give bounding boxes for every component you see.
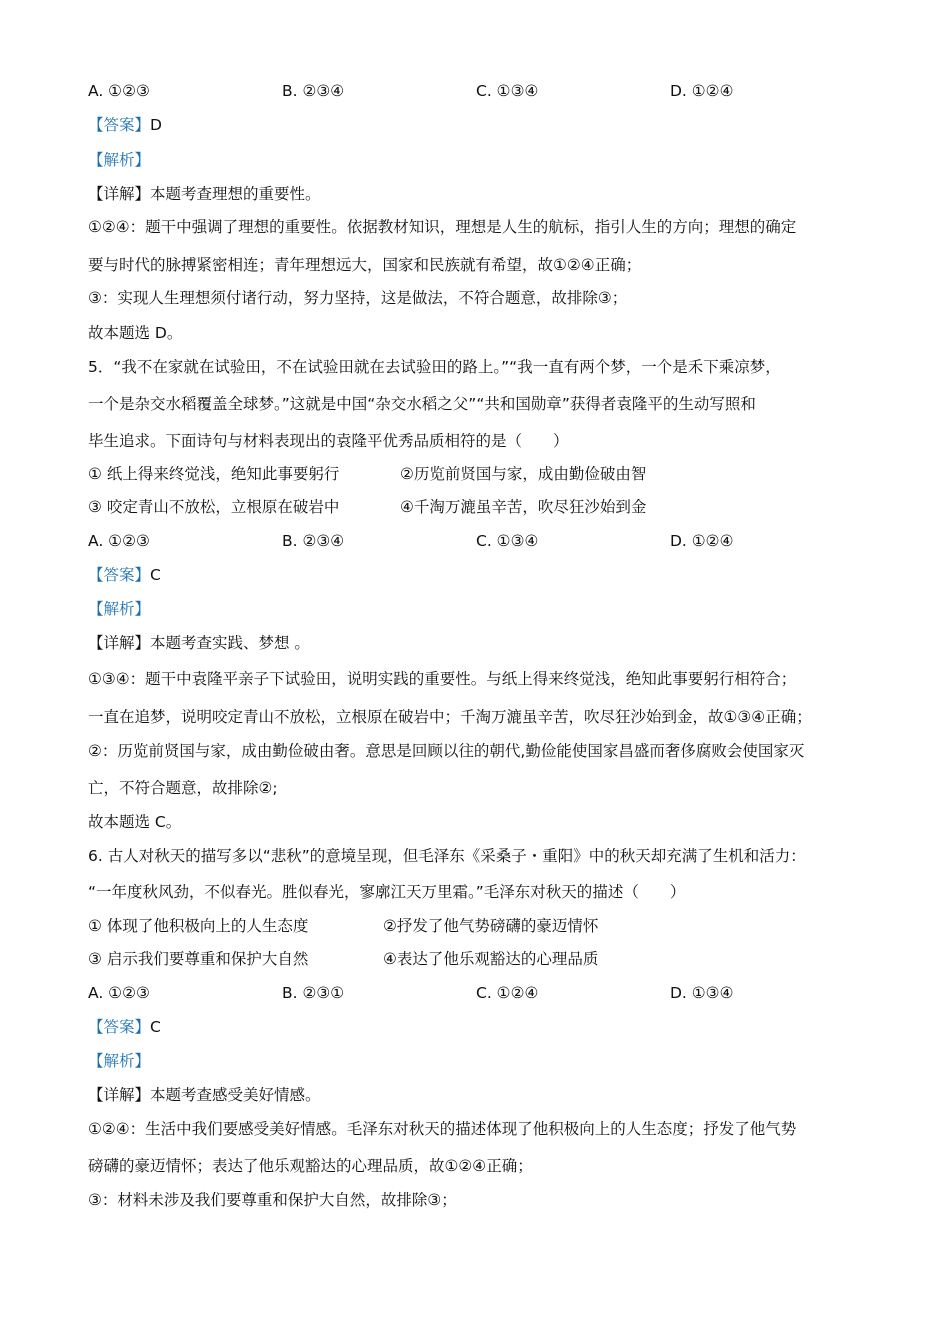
- q6-option-a: A. ①②③: [88, 984, 150, 1002]
- q6-explanation-1b: 磅礴的豪迈情怀；表达了他乐观豁达的心理品质，故①②④正确；: [88, 1157, 533, 1175]
- q6-option-d: D. ①③④: [670, 984, 734, 1002]
- q5-explanation-1b: 一直在追梦，说明咬定青山不放松，立根原在破岩中；千淘万漉虽辛苦，吹尽狂沙始到金，故①③④正确；: [88, 708, 812, 726]
- q5-option-b: B. ②③④: [282, 532, 345, 550]
- q5-explanation-2b: 亡，不符合题意，故排除②;: [88, 779, 278, 797]
- q5-option-d: D. ①②④: [670, 532, 734, 550]
- q5-item-1: ① 纸上得来终觉浅，绝知此事要躬行: [88, 465, 340, 483]
- q5-explanation-2a: ②：历览前贤国与家，成由勤俭破由奢。意思是回顾以往的朝代,勤俭能使国家昌盛而奢侈腐败会使国家灭: [88, 742, 805, 760]
- q5-explanation-1a: ①③④：题干中袁隆平亲子下试验田，说明实践的重要性。与纸上得来终觉浅，绝知此事要躬行相符合；: [88, 670, 797, 688]
- q4-option-a: A. ①②③: [88, 82, 150, 100]
- q5-option-a: A. ①②③: [88, 532, 150, 550]
- answer-value: C: [150, 566, 161, 584]
- q5-analysis-tag: 【解析】: [88, 600, 151, 618]
- q4-option-d: D. ①②④: [670, 82, 734, 100]
- q5-item-3: ③ 咬定青山不放松，立根原在破岩中: [88, 498, 340, 516]
- answer-value: D: [150, 116, 162, 134]
- q4-explanation-2: ③：实现人生理想须付诸行动，努力坚持，这是做法，不符合题意，故排除③；: [88, 289, 628, 307]
- q5-answer: [88, 565, 161, 585]
- q6-answer: [88, 1017, 161, 1037]
- q6-analysis-tag: 【解析】: [88, 1052, 151, 1070]
- q6-item-2: ②抒发了他气势磅礴的豪迈情怀: [383, 917, 599, 935]
- q6-stem-1: 6. 古人对秋天的描写多以“悲秋”的意境呈现，但毛泽东《采桑子・重阳》中的秋天却充满了生机和活力：: [88, 847, 806, 865]
- q6-item-4: ④表达了他乐观豁达的心理品质: [383, 950, 599, 968]
- q4-conclusion: 故本题选 D。: [88, 324, 183, 342]
- q4-option-c: C. ①③④: [476, 82, 539, 100]
- q6-item-3: ③ 启示我们要尊重和保护大自然: [88, 950, 309, 968]
- q6-stem-2: “一年度秋风劲，不似春光。胜似春光，寥廓江天万里霜。”毛泽东对秋天的描述（ ）: [88, 883, 686, 901]
- q6-explanation-2: ③：材料未涉及我们要尊重和保护大自然，故排除③；: [88, 1191, 457, 1209]
- q5-option-c: C. ①③④: [476, 532, 539, 550]
- q5-stem-2: 一个是杂交水稻覆盖全球梦。”这就是中国“杂交水稻之父”“共和国勋章”获得者袁隆平的生动写照和: [88, 395, 756, 413]
- q5-stem-1: 5．“我不在家就在试验田，不在试验田就在去试验田的路上。”“我一直有两个梦，一个是禾下乘凉梦，: [88, 358, 781, 376]
- q4-explanation-1b: 要与时代的脉搏紧密相连；青年理想远大，国家和民族就有希望，故①②④正确；: [88, 256, 642, 274]
- q6-option-c: C. ①②④: [476, 984, 539, 1002]
- q4-explanation-1a: ①②④：题干中强调了理想的重要性。依据教材知识，理想是人生的航标，指引人生的方向；理想的确定: [88, 218, 797, 236]
- q4-option-b: B. ②③④: [282, 82, 345, 100]
- answer-tag: 【答案】: [88, 1018, 151, 1036]
- q5-item-4: ④千淘万漉虽辛苦，吹尽狂沙始到金: [400, 498, 647, 516]
- q6-explanation-1a: ①②④：生活中我们要感受美好情感。毛泽东对秋天的描述体现了他积极向上的人生态度；抒发了他气势: [88, 1120, 797, 1138]
- q4-answer: [88, 115, 162, 135]
- q5-item-2: ②历览前贤国与家，成由勤俭破由智: [400, 465, 647, 483]
- q4-detail: 【详解】本题考查理想的重要性。: [88, 185, 321, 203]
- q6-detail: 【详解】本题考查感受美好情感。: [88, 1086, 321, 1104]
- answer-value: C: [150, 1018, 161, 1036]
- q5-stem-3: 毕生追求。下面诗句与材料表现出的袁隆平优秀品质相符的是（ ）: [88, 432, 569, 450]
- answer-tag: 【答案】: [88, 116, 151, 134]
- q5-detail: 【详解】本题考查实践、梦想 。: [88, 634, 310, 652]
- q4-analysis-tag: 【解析】: [88, 151, 151, 169]
- q6-item-1: ① 体现了他积极向上的人生态度: [88, 917, 309, 935]
- answer-tag: 【答案】: [88, 566, 151, 584]
- q5-conclusion: 故本题选 C。: [88, 813, 182, 831]
- q6-option-b: B. ②③①: [282, 984, 345, 1002]
